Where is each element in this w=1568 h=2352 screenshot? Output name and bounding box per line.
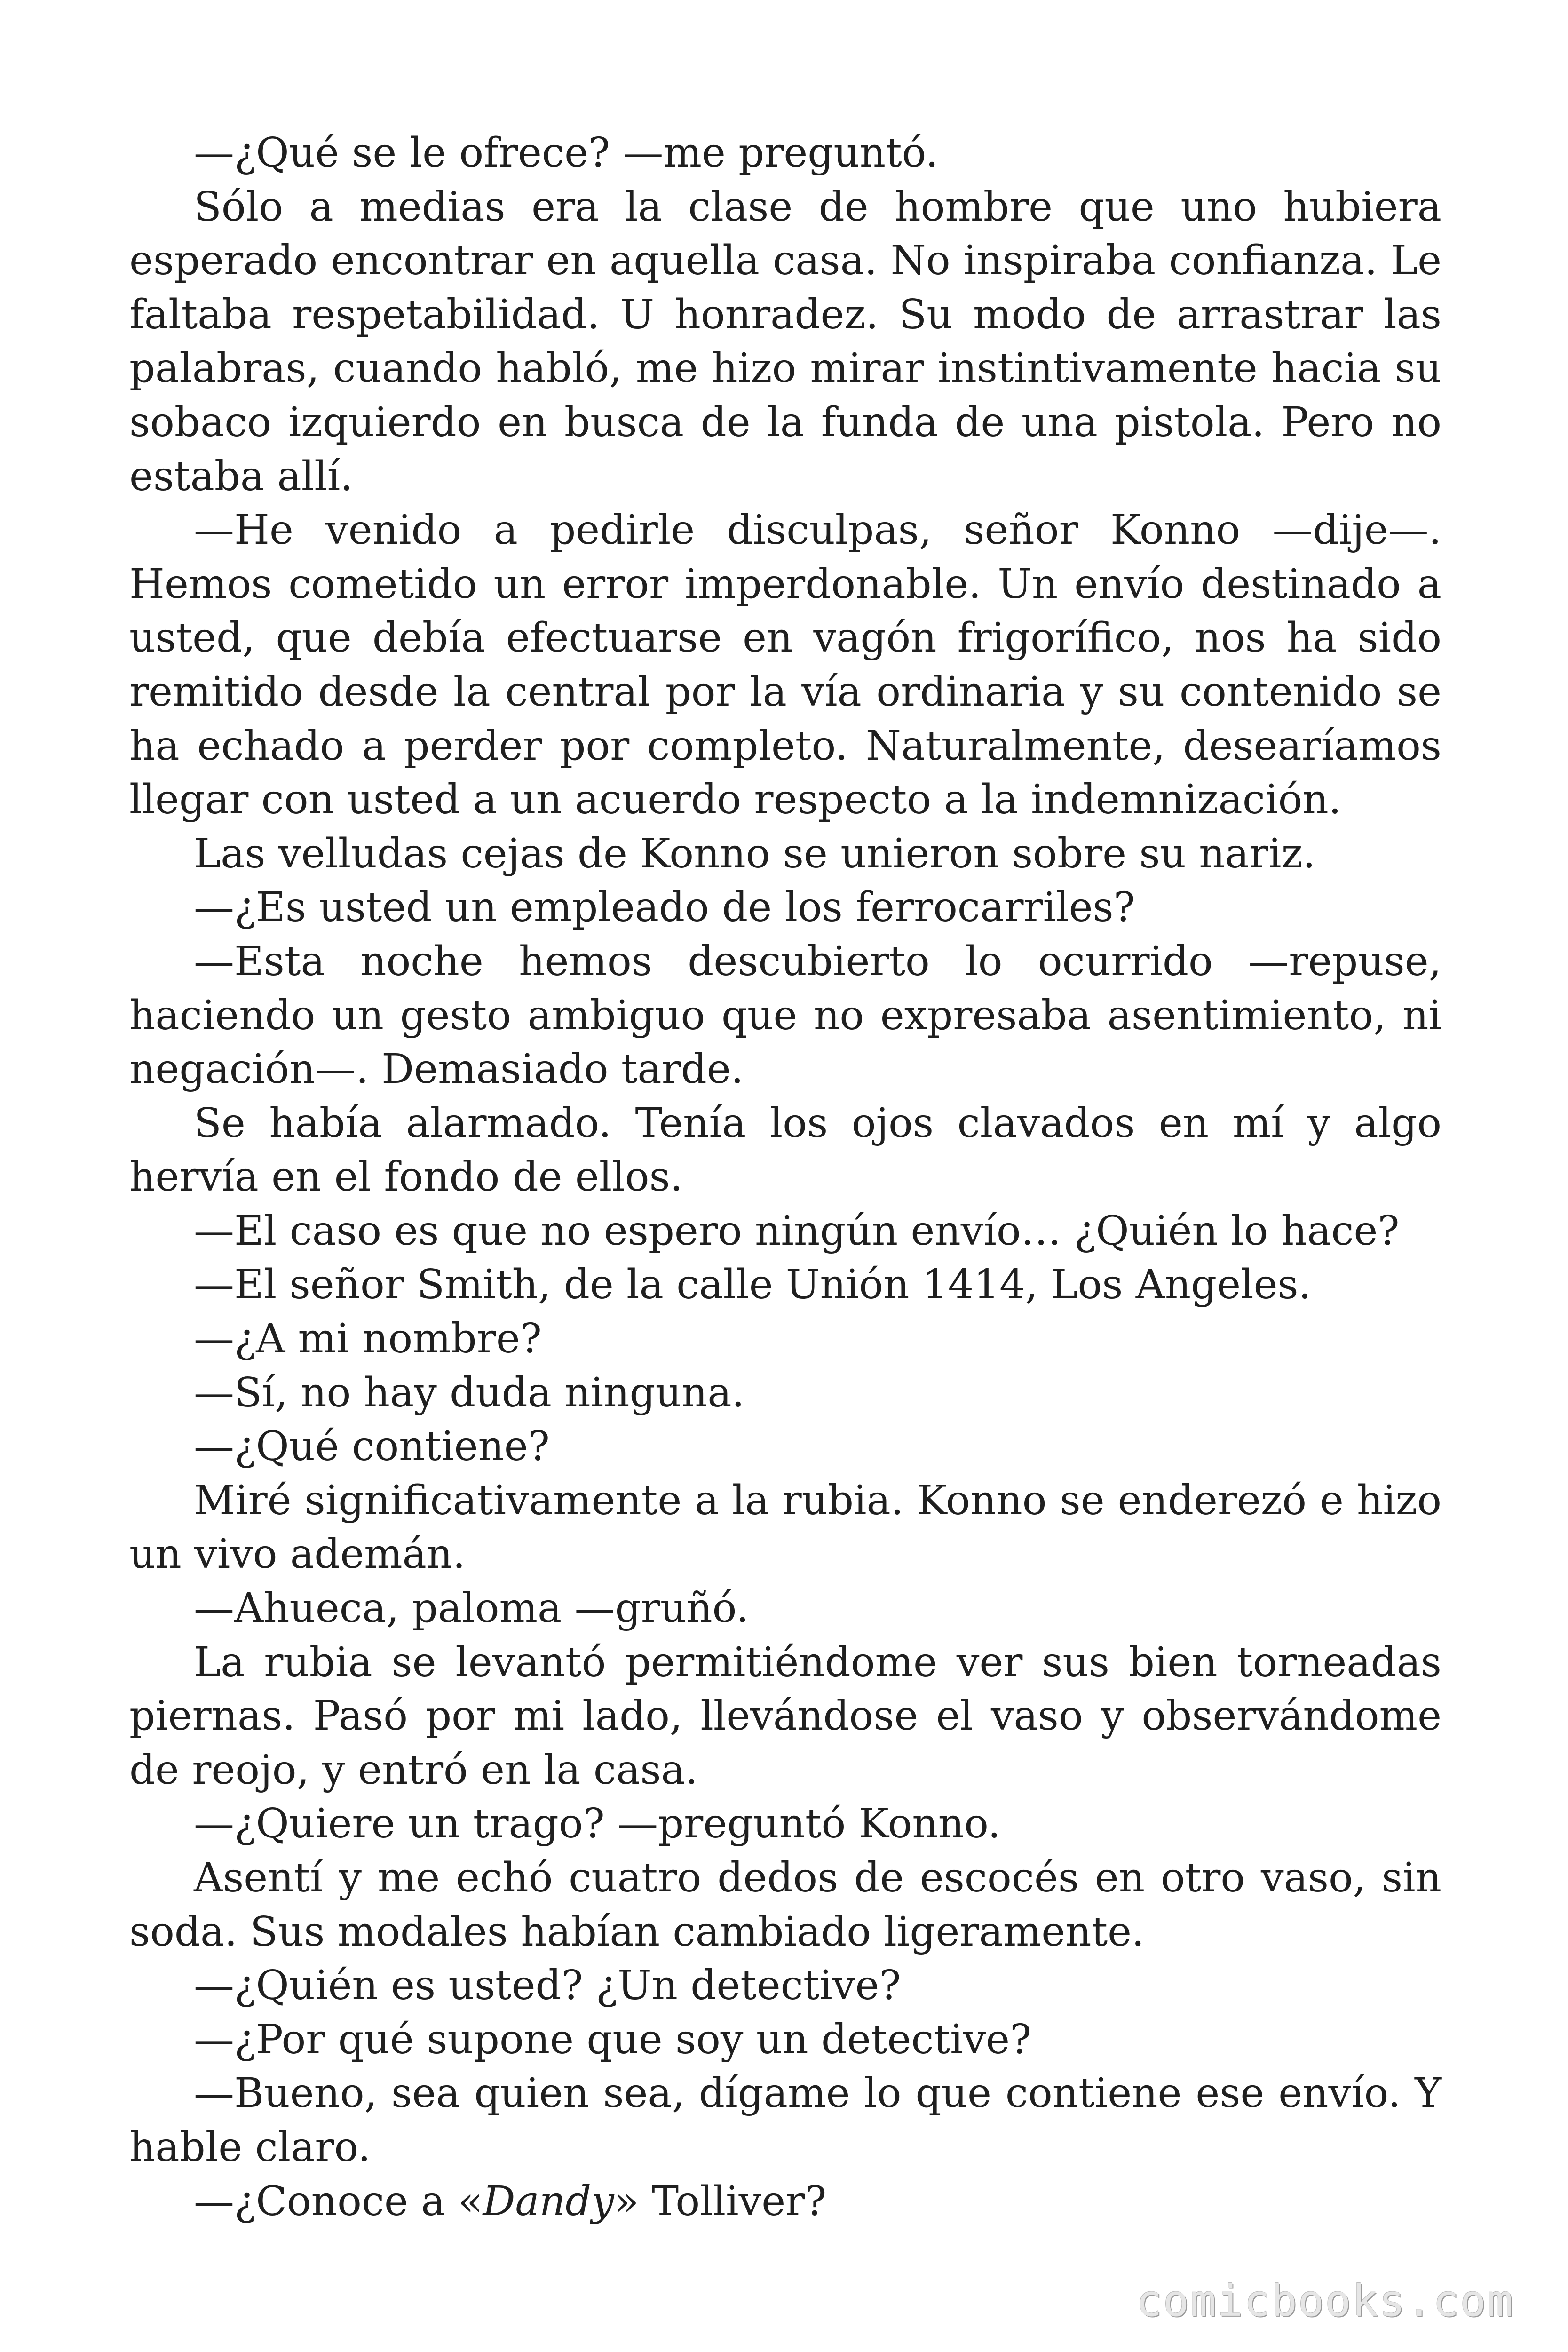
paragraph: —Esta noche hemos descubierto lo ocurrido —repuse, haciendo un gesto ambiguo que no expresaba asentimiento, ni negación—. Demasiado tarde. — [129, 938, 1441, 1093]
paragraph: —He venido a pedirle disculpas, señor Konno —dije—. Hemos cometido un error imperdonable. Un envío destinado a usted, que debía efectuarse en vagón frigorífico, nos ha sido remitido desde la central por la vía ordinaria y su contenido se ha echado a perder por completo. Naturalmente, desearíamos llegar con usted a un acuerdo respecto a la indemnización. — [129, 507, 1441, 824]
paragraph: —¿A mi nombre? — [194, 1315, 542, 1363]
paragraph: Miré significativamente a la rubia. Konno se enderezó e hizo un vivo ademán. — [129, 1477, 1441, 1578]
paragraph: —¿Qué contiene? — [194, 1423, 550, 1470]
paragraph: Sólo a medias era la clase de hombre que uno hubiera esperado encontrar en aquella casa. No inspiraba confianza. Le faltaba respetabilidad. U honradez. Su modo de arrastrar las palabras, cuando habló, me hizo mirar instintivamente hacia su sobaco izquierdo en busca de la funda de una pistola. Pero no estaba allí. — [129, 183, 1441, 500]
paragraph: La rubia se levantó permitiéndome ver sus bien torneadas piernas. Pasó por mi lado, llevándose el vaso y observándome de reojo, y entró en la casa. — [129, 1638, 1441, 1794]
book-page-text — [129, 126, 1441, 2228]
paragraph: —¿Quiere un trago? —preguntó Konno. — [194, 1800, 1001, 1848]
paragraph: —¿Es usted un empleado de los ferrocarriles? — [194, 884, 1135, 931]
paragraph: Las velludas cejas de Konno se unieron sobre su nariz. — [194, 830, 1316, 877]
last-paragraph — [129, 2175, 1441, 2229]
last-paragraph-start: —¿Conoce a « — [194, 2177, 483, 2225]
italic-name: Dandy — [483, 2177, 614, 2225]
paragraph: —¿Por qué supone que soy un detective? — [194, 2016, 1032, 2063]
paragraph: —Bueno, sea quien sea, dígame lo que contiene ese envío. Y hable claro. — [129, 2070, 1441, 2171]
paragraph: —El caso es que no espero ningún envío… ¿Quién lo hace? — [194, 1207, 1400, 1255]
paragraph: Se había alarmado. Tenía los ojos clavados en mí y algo hervía en el fondo de ellos. — [129, 1099, 1441, 1201]
paragraph: —El señor Smith, de la calle Unión 1414, Los Angeles. — [194, 1261, 1312, 1309]
paragraph: —Ahueca, paloma —gruñó. — [194, 1585, 749, 1632]
paragraph: —¿Quién es usted? ¿Un detective? — [194, 1962, 901, 2010]
last-paragraph-end: » Tolliver? — [614, 2177, 827, 2225]
paragraph: Asentí y me echó cuatro dedos de escocés en otro vaso, sin soda. Sus modales habían cambiado ligeramente. — [129, 1854, 1441, 1955]
paragraph: —Sí, no hay duda ninguna. — [194, 1369, 744, 1416]
paragraph: —¿Qué se le ofrece? —me preguntó. — [194, 129, 939, 176]
watermark-logo: comicbooks.com — [1136, 2276, 1514, 2326]
